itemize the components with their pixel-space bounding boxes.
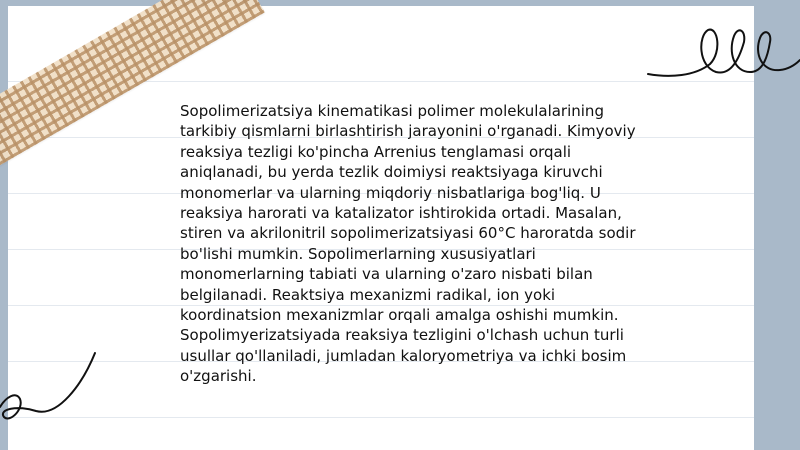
curl-scribble-decoration bbox=[0, 345, 105, 430]
loop-scribble-decoration bbox=[640, 14, 800, 84]
body-paragraph: Sopolimerizatsiya kinematikasi polimer molekulalarining tarkibiy qismlarni birlashtirish jarayonini o'rganadi. Kimyoviy reaksiya tezligi ko'pincha Arrenius tenglamasi orqali aniqlanadi, bu yerda tezlik doimiysi reaktsiyaga kiruvchi monomerlar va ularning miqdoriy nisbatlariga bog'liq. U reaksiya harorati va katalizator ishtirokida ortadi. Masalan, stiren va akrilonitril sopolimerizatsiyasi 60°C haroratda sodir bo'lishi mumkin. Sopolimerlarning xususiyatlari monomerlarning tabiati va ularning o'zaro nisbati bilan belgilanadi. Reaktsiya mexanizmi radikal, ion yoki koordinatsion mexanizmlar orqali amalga oshishi mumkin. Sopolimyerizatsiyada reaksiya tezligini o'lchash uchun turli usullar qo'llaniladi, jumladan kaloryometriya va ichki bosim o'zgarishi. bbox=[180, 102, 636, 386]
